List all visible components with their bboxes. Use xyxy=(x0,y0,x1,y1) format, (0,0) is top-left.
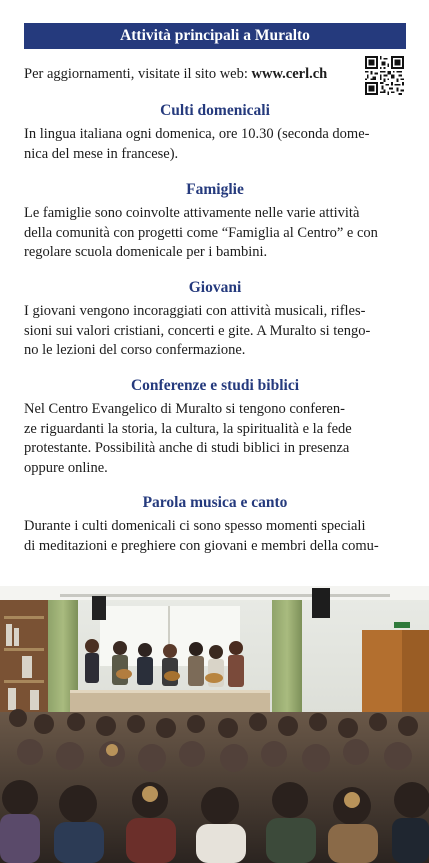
section-body-culti xyxy=(24,125,406,164)
body-line: della comunità con progetti come “Famiglia al Centro” e con xyxy=(24,224,378,241)
section-body-conferenze xyxy=(24,400,406,478)
body-line: protestante. Possibilità anche di studi biblici in presenza xyxy=(24,440,350,457)
concert-audience-photo xyxy=(0,586,429,863)
body-line: sioni sui valori cristiani, concerti e gite. A Muralto si tengo- xyxy=(24,322,371,339)
header-bar xyxy=(24,23,406,49)
body-line: Le famiglie sono coinvolte attivamente nelle varie attività xyxy=(24,205,360,221)
body-line: Nel Centro Evangelico di Muralto si tengono conferen- xyxy=(24,401,345,417)
section-title-parola: Parola musica e canto xyxy=(142,494,288,511)
updates-text: Per aggiornamenti, visitate il sito web: xyxy=(24,66,252,82)
section-body-parola xyxy=(24,517,406,556)
body-line: regolare scuola domenicale per i bambini. xyxy=(24,244,268,261)
updates-line xyxy=(24,63,359,85)
section-body-famiglie xyxy=(24,204,406,263)
body-line: di meditazioni e preghiere con giovani e membri della comu- xyxy=(24,537,379,554)
section-title-culti: Culti domenicali xyxy=(160,102,270,119)
body-line: no le lezioni del corso confermazione. xyxy=(24,342,246,359)
website-link[interactable]: www.cerl.ch xyxy=(251,66,328,82)
section-title-conferenze: Conferenze e studi biblici xyxy=(130,377,300,394)
qr-code-icon[interactable] xyxy=(365,56,404,95)
body-line: I giovani vengono incoraggiati con attività musicali, rifles- xyxy=(24,303,366,319)
body-line: Durante i culti domenicali ci sono spesso momenti speciali xyxy=(24,518,366,534)
body-line: In lingua italiana ogni domenica, ore 10.30 (seconda dome- xyxy=(24,126,370,142)
header-title: Attività principali a Muralto xyxy=(120,27,310,44)
section-body-giovani xyxy=(24,302,406,361)
section-title-giovani: Giovani xyxy=(188,279,242,296)
body-line: nica del mese in francese). xyxy=(24,145,179,162)
body-line: ze riguardanti la storia, la cultura, la spiritualità e la fede xyxy=(24,420,352,437)
body-line: oppure online. xyxy=(24,459,108,476)
section-title-famiglie: Famiglie xyxy=(186,181,244,198)
